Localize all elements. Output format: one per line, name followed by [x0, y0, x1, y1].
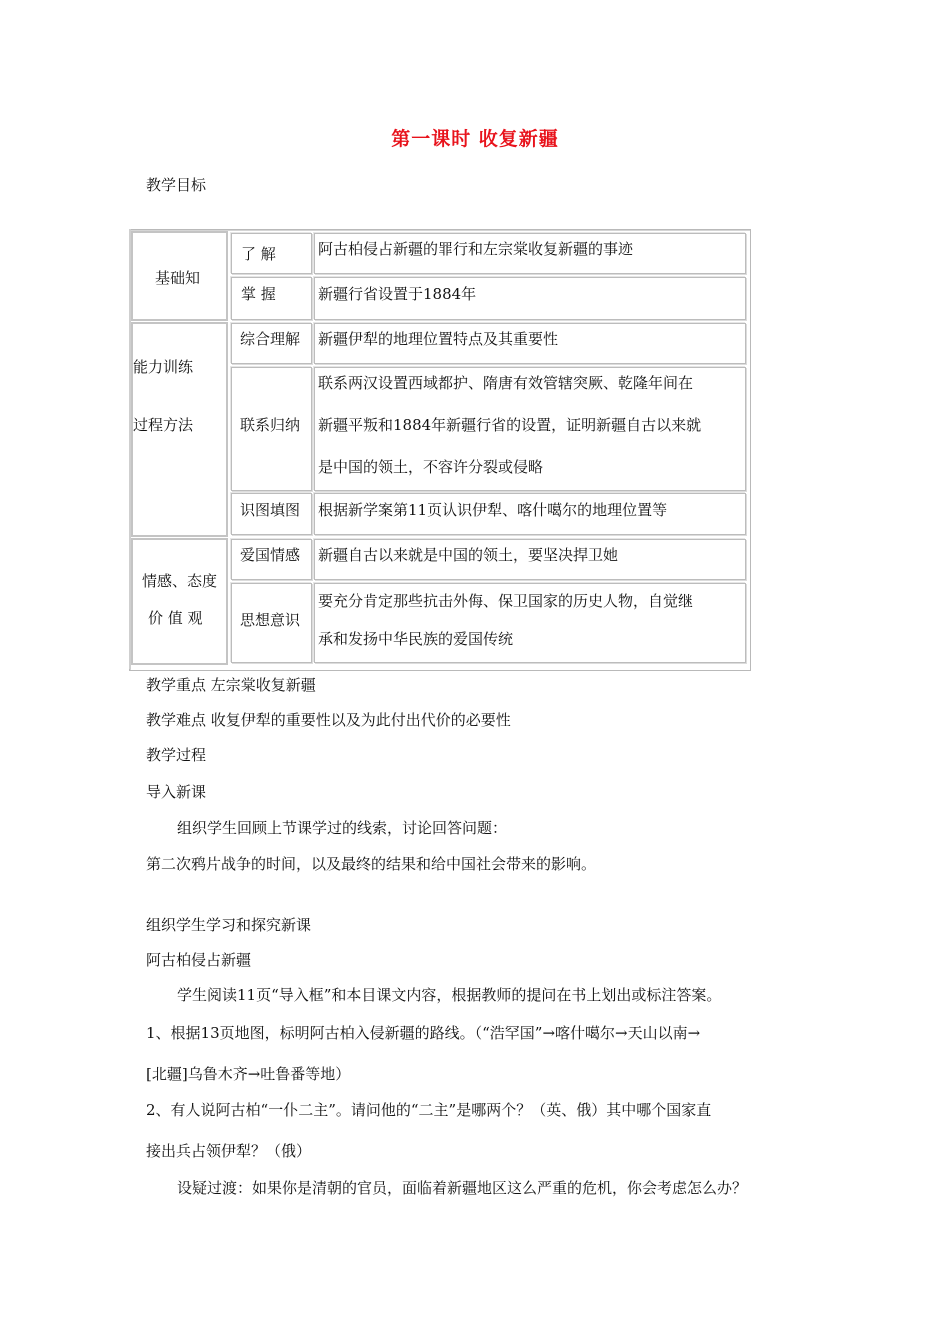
sub-cell-patriotism: [231, 539, 312, 580]
sub-cell-summarize: [231, 367, 312, 491]
difficulty: 教学难点 收复伊犁的重要性以及为此付出代价的必要性: [146, 711, 511, 729]
intro-paragraph-2: 第二次鸦片战争的时间，以及最终的结果和给中国社会带来的影响。: [146, 855, 597, 873]
new-lesson-heading: 组织学生学习和探究新课: [146, 916, 312, 934]
content-summarize-3: 是中国的领土，不容许分裂或侵略: [318, 458, 544, 476]
content-comprehension: 新疆伊犁的地理位置特点及其重要性: [318, 330, 559, 348]
question-1-line-2: [北疆]乌鲁木齐→吐鲁番等地）: [146, 1065, 351, 1083]
sub-label-summarize: 联系归纳: [240, 416, 301, 434]
sub-label-awareness: 思想意识: [240, 611, 301, 629]
sub-cell-master: [231, 277, 312, 320]
sub-label-map: 识图填图: [240, 501, 301, 519]
objectives-heading: 教学目标: [146, 176, 207, 194]
group-cell-attitude: [131, 538, 228, 665]
transition-text: 设疑过渡：如果你是清朝的官员，面临着新疆地区这么严重的危机，你会考虑怎么办？: [177, 1179, 748, 1197]
content-cell-map: [314, 493, 746, 535]
lesson-title: 第一课时 收复新疆: [391, 128, 559, 150]
content-master: 新疆行省设置于1884年: [318, 285, 477, 303]
content-cell-comprehension: [314, 323, 746, 364]
sub-cell-awareness: [231, 583, 312, 663]
section-heading-1: 阿古柏侵占新疆: [146, 951, 252, 969]
group-label-ability-1: 能力训练: [133, 358, 194, 376]
group-cell-basic: [131, 231, 228, 321]
sub-cell-understand: [231, 233, 312, 274]
content-cell-patriotism: [314, 539, 746, 580]
content-cell-awareness: [314, 583, 746, 663]
sub-label-comprehension: 综合理解: [240, 330, 301, 348]
group-cell-ability: [131, 322, 228, 537]
sub-label-understand: 了 解: [241, 245, 276, 263]
content-map: 根据新学案第11页认识伊犁、喀什噶尔的地理位置等: [318, 501, 668, 519]
group-label-attitude-1: 情感、态度: [142, 572, 218, 590]
content-cell-summarize: [314, 367, 746, 491]
intro-heading: 导入新课: [146, 783, 207, 801]
content-understand: 阿古柏侵占新疆的罪行和左宗棠收复新疆的事迹: [318, 240, 634, 258]
key-point: 教学重点 左宗棠收复新疆: [146, 676, 316, 694]
group-label-attitude-2: 价 值 观: [148, 609, 203, 627]
question-1-line-1: 1、根据13页地图，标明阿古柏入侵新疆的路线。（“浩罕国”→喀什噶尔→天山以南→: [146, 1024, 701, 1042]
content-summarize-1: 联系两汉设置西域都护、隋唐有效管辖突厥、乾隆年间在: [318, 374, 694, 392]
sub-cell-comprehension: [231, 323, 312, 364]
group-label-basic: 基础知: [155, 269, 201, 287]
content-cell-master: [314, 277, 746, 320]
question-2-line-2: 接出兵占领伊犁？（俄）: [146, 1142, 312, 1160]
content-cell-understand: [314, 233, 746, 274]
sub-label-master: 掌 握: [241, 285, 276, 303]
sub-cell-map: [231, 493, 312, 535]
question-2-line-1: 2、有人说阿古柏“一仆二主”。请问他的“二主”是哪两个？（英、俄）其中哪个国家直: [146, 1101, 712, 1119]
process-heading: 教学过程: [146, 746, 207, 764]
sub-label-patriotism: 爱国情感: [240, 546, 301, 564]
group-label-ability-2: 过程方法: [133, 416, 194, 434]
reading-instruction: 学生阅读11页“导入框”和本目课文内容，根据教师的提问在书上划出或标注答案。: [177, 986, 722, 1004]
intro-paragraph-1: 组织学生回顾上节课学过的线索，讨论回答问题：: [177, 819, 508, 837]
content-patriotism: 新疆自古以来就是中国的领土，要坚决捍卫她: [318, 546, 619, 564]
content-summarize-2: 新疆平叛和1884年新疆行省的设置，证明新疆自古以来就: [318, 416, 702, 434]
content-awareness-2: 承和发扬中华民族的爱国传统: [318, 630, 514, 648]
content-awareness-1: 要充分肯定那些抗击外侮、保卫国家的历史人物，自觉继: [318, 592, 694, 610]
